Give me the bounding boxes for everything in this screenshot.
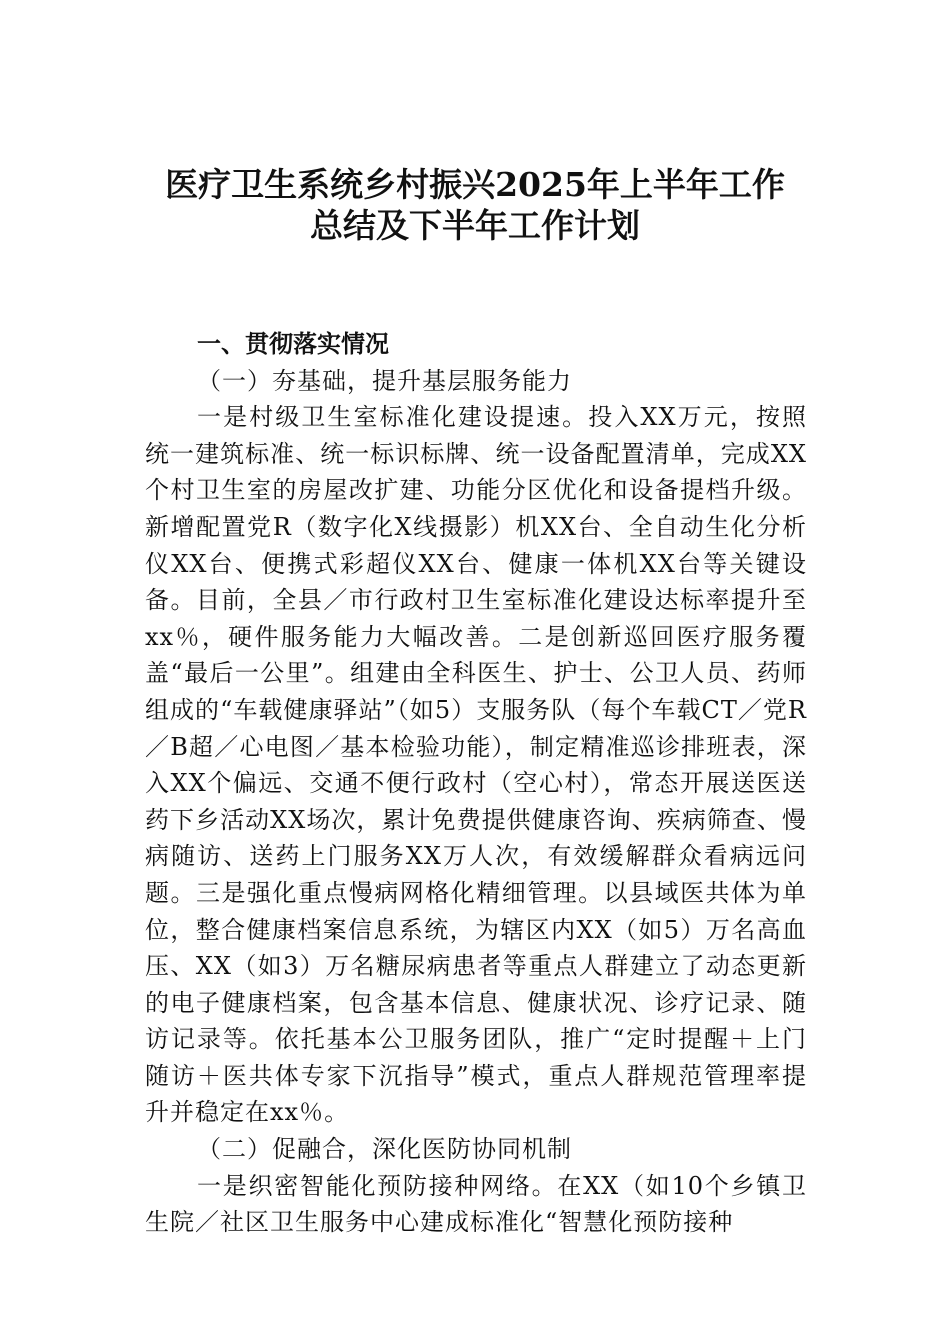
paragraph-2: 一是织密智能化预防接种网络。在XX（如10个乡镇卫生院／社区卫生服务中心建成标准化“智慧化预防接种	[145, 1171, 807, 1237]
paragraph-1: 一是村级卫生室标准化建设提速。投入XX万元，按照统一建筑标准、统一标识标牌、统一设备配置清单，完成XX个村卫生室的房屋改扩建、功能分区优化和设备提档升级。新增配置党R（数字化X线摄影）机XX台、全自动生化分析仪XX台、便携式彩超仪XX台、健康一体机XX台等关键设备。目前，全县／市行政村卫生室标准化建设达标率提升至xx％，硬件服务能力大幅改善。二是创新巡回医疗服务覆盖“最后一公里”。组建由全科医生、护士、公卫人员、药师组成的“车载健康驿站”（如5）支服务队（每个车载CT／党R／B超／心电图／基本检验功能），制定精准巡诊排班表，深入XX个偏远、交通不便行政村（空心村），常态开展送医送药下乡活动XX场次，累计免费提供健康咨询、疾病筛查、慢病随访、送药上门服务XX万人次，有效缓解群众看病远问题。三是强化重点慢病网格化精细管理。以县域医共体为单位，整合健康档案信息系统，为辖区内XX（如5）万名高血压、XX（如3）万名糖尿病患者等重点人群建立了动态更新的电子健康档案，包含基本信息、健康状况、诊疗记录、随访记录等。依托基本公卫服务团队，推广“定时提醒＋上门随访＋医共体专家下沉指导”模式，重点人群规范管理率提升并稳定在xx％。	[145, 403, 807, 1127]
subsection-heading-2: （二）促融合，深化医防协同机制	[197, 1135, 572, 1164]
section-heading-1: 一、贯彻落实情况	[197, 330, 389, 358]
document-body	[145, 326, 807, 1241]
document-title-line-1: 医疗卫生系统乡村振兴2025年上半年工作	[165, 165, 785, 204]
subsection-heading-1: （一）夯基础，提升基层服务能力	[197, 366, 572, 395]
document-title-line-2: 总结及下半年工作计划	[310, 206, 640, 245]
